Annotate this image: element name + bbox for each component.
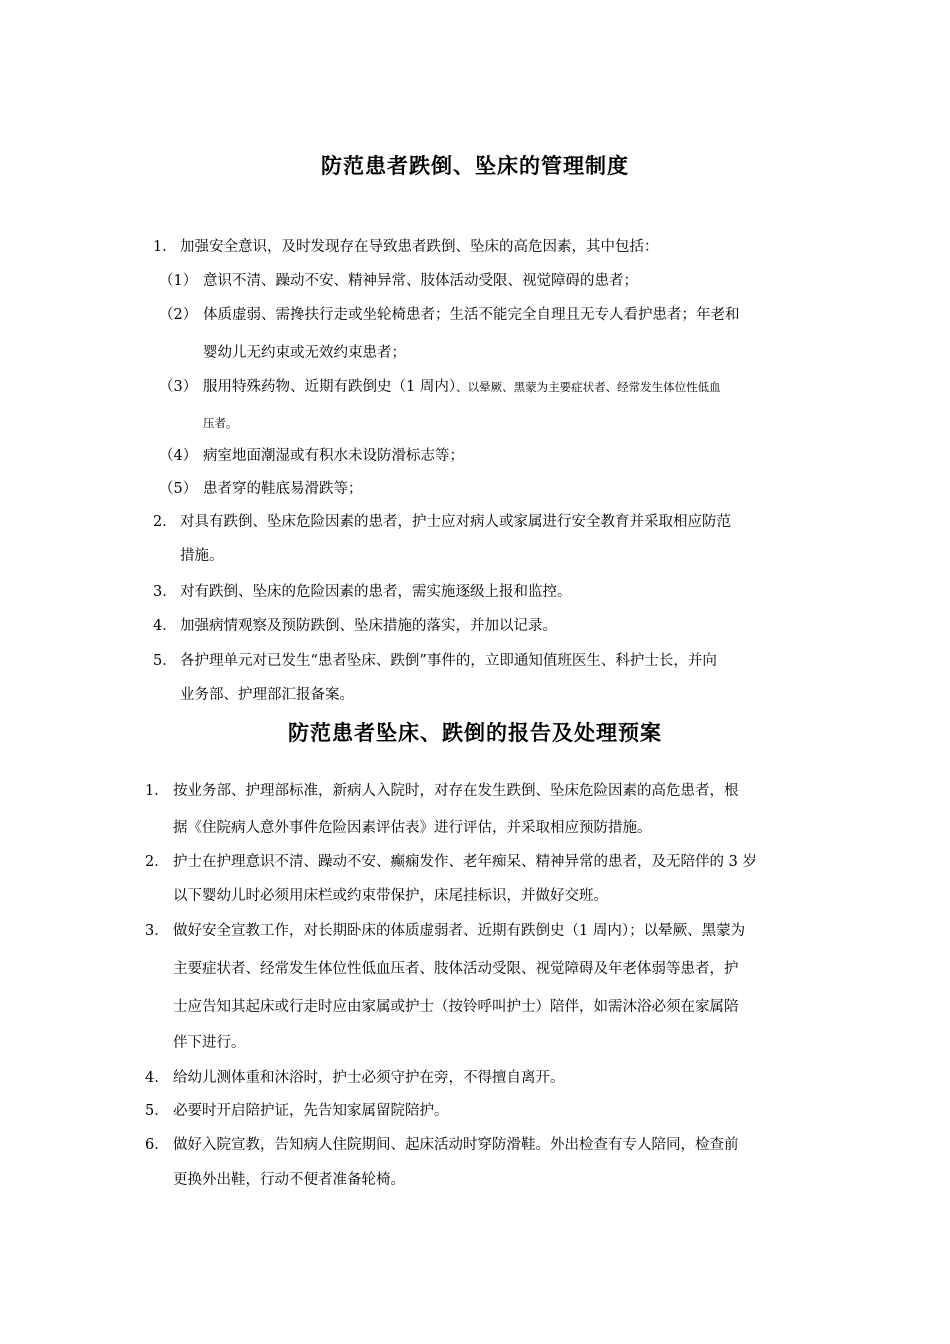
- s2-item-4: [145, 1068, 565, 1088]
- s1-sub-3-text: 服用特殊药物、近期有跌倒史（1 周内）: [203, 379, 457, 395]
- s1-item-1-num: 1．: [153, 239, 177, 255]
- s2-item-2-text: 护士在护理意识不清、躁动不安、癫痫发作、老年痴呆、精神异常的患者，及无陪伴的 3 岁: [173, 854, 757, 870]
- s1-item-2-cont: 措施。: [180, 548, 224, 564]
- s1-item-4: [153, 616, 557, 636]
- s1-item-4-num: 4．: [153, 618, 177, 634]
- s1-sub-2-text: 体质虚弱、需搀扶行走或坐轮椅患者；生活不能完全自理且无专人看护患者；年老和: [203, 307, 740, 323]
- s1-sub-4-num: （4）: [159, 448, 198, 464]
- s1-item-3-num: 3．: [153, 584, 177, 600]
- s1-item-2: [153, 512, 731, 532]
- s1-sub-1-num: （1）: [159, 273, 198, 289]
- s2-item-5-num: 5．: [145, 1103, 169, 1119]
- s1-item-5: [153, 651, 717, 671]
- s1-sub-4-text: 病室地面潮湿或有积水未设防滑标志等；: [203, 448, 464, 464]
- s2-item-6-num: 6．: [145, 1137, 169, 1153]
- s2-item-3-num: 3．: [145, 923, 169, 939]
- s2-item-3: [145, 921, 745, 941]
- s1-item-5-text: 各护理单元对已发生“患者坠床、跌倒”事件的，立即通知值班医生、科护士长，并向: [180, 653, 717, 669]
- s2-item-5: [145, 1101, 449, 1121]
- s1-item-1-text: 加强安全意识，及时发现存在导致患者跌倒、坠床的高危因素，其中包括：: [180, 239, 659, 255]
- s2-item-6-text: 做好入院宣教，告知病人住院期间、起床活动时穿防滑鞋。外出检查有专人陪同，检查前: [173, 1137, 739, 1153]
- s2-item-6-cont: 更换外出鞋，行动不便者准备轮椅。: [173, 1172, 405, 1188]
- s1-sub-2: [159, 305, 740, 325]
- s1-item-5-num: 5．: [153, 653, 177, 669]
- s2-item-4-text: 给幼儿测体重和沐浴时，护士必须守护在旁，不得擅自离开。: [173, 1070, 565, 1086]
- s1-sub-3-text-small: 、以晕厥、黑蒙为主要症状者、经常发生体位性低血: [456, 380, 721, 394]
- s2-item-3-cont3: 伴下进行。: [173, 1035, 246, 1051]
- s2-item-2: [145, 852, 757, 872]
- s1-sub-5: [159, 479, 363, 499]
- s1-sub-1: [159, 271, 638, 291]
- s1-sub-5-num: （5）: [159, 481, 198, 497]
- s2-item-5-text: 必要时开启陪护证，先告知家属留院陪护。: [173, 1103, 449, 1119]
- s1-sub-2-cont: 婴幼儿无约束或无效约束患者；: [203, 345, 406, 361]
- s2-item-1: [145, 781, 739, 801]
- s1-sub-2-num: （2）: [159, 307, 198, 323]
- s2-item-1-text: 按业务部、护理部标准，新病人入院时，对存在发生跌倒、坠床危险因素的高危患者，根: [173, 783, 739, 799]
- s1-sub-4: [159, 446, 464, 466]
- s2-item-3-text: 做好安全宣教工作，对长期卧床的体质虚弱者、近期有跌倒史（1 周内）；以晕厥、黑蒙为: [173, 923, 746, 939]
- s2-item-3-cont2: 士应告知其起床或行走时应由家属或护士（按铃呼叫护士）陪伴，如需沐浴必须在家属陪: [173, 999, 739, 1015]
- s2-item-1-cont: 据《住院病人意外事件危险因素评估表》进行评估，并采取相应预防措施。: [173, 820, 652, 836]
- s1-sub-3-num: （3）: [159, 379, 198, 395]
- s1-item-5-cont: 业务部、护理部汇报备案。: [180, 687, 354, 703]
- s2-item-1-num: 1．: [145, 783, 169, 799]
- s1-item-2-num: 2．: [153, 514, 177, 530]
- section2-title: 防范患者坠床、跌倒的报告及处理预案: [288, 721, 662, 745]
- s1-item-3: [153, 582, 572, 602]
- s2-item-2-cont: 以下婴幼儿时必须用床栏或约束带保护，床尾挂标识，并做好交班。: [173, 888, 608, 904]
- s2-item-3-cont1: 主要症状者、经常发生体位性低血压者、肢体活动受限、视觉障碍及年老体弱等患者，护: [173, 961, 739, 977]
- s1-item-1: [153, 237, 659, 257]
- s1-item-3-text: 对有跌倒、坠床的危险因素的患者，需实施逐级上报和监控。: [180, 584, 572, 600]
- s2-item-6: [145, 1135, 739, 1155]
- s2-item-4-num: 4．: [145, 1070, 169, 1086]
- s1-sub-3-cont: 压者。: [203, 416, 238, 430]
- s1-item-4-text: 加强病情观察及预防跌倒、坠床措施的落实，并加以记录。: [180, 618, 557, 634]
- s1-sub-5-text: 患者穿的鞋底易滑跌等；: [203, 481, 363, 497]
- s1-sub-3: [159, 377, 721, 397]
- section1-title: 防范患者跌倒、坠床的管理制度: [321, 154, 629, 178]
- s1-sub-1-text: 意识不清、躁动不安、精神异常、肢体活动受限、视觉障碍的患者；: [203, 273, 638, 289]
- s2-item-2-num: 2．: [145, 854, 169, 870]
- s1-item-2-text: 对具有跌倒、坠床危险因素的患者，护士应对病人或家属进行安全教育并采取相应防范: [180, 514, 731, 530]
